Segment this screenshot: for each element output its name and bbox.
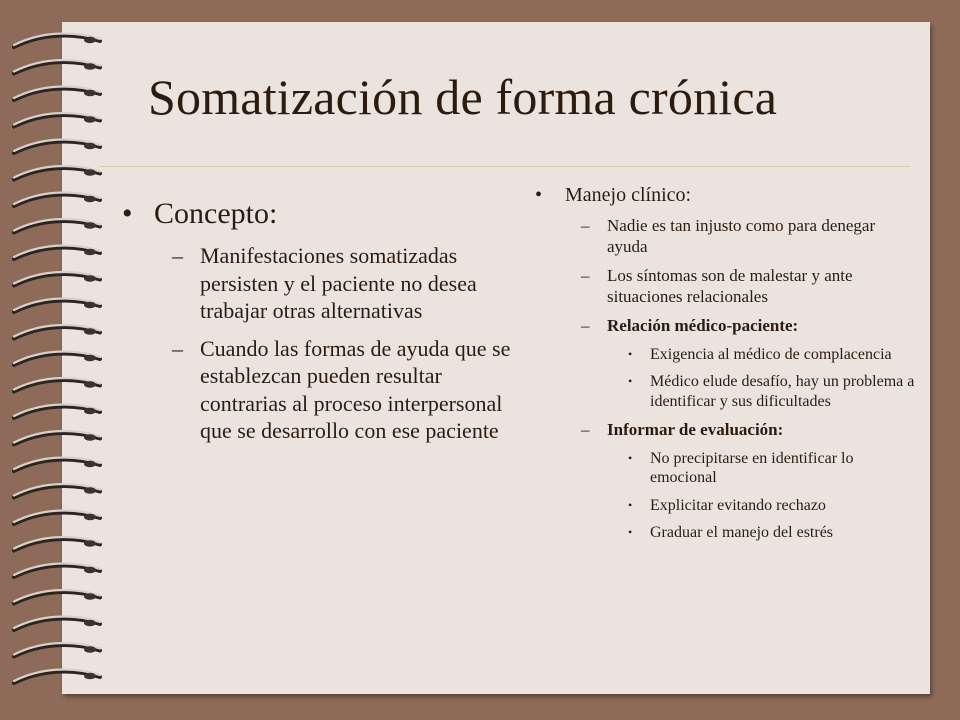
- dash-icon: –: [581, 420, 590, 439]
- list-item: [535, 372, 917, 411]
- spiral-ring: [14, 219, 100, 233]
- spiral-ring: [14, 457, 100, 471]
- spiral-ring: [14, 537, 100, 551]
- list-item-text: Graduar el manejo del estrés: [650, 524, 834, 541]
- manejo-heading-text: Manejo clínico:: [565, 184, 692, 206]
- list-item-text: Médico elude desafío, hay un problema a identificar y sus dificultades: [650, 373, 915, 410]
- informar-heading-text: Informar de evaluación:: [607, 420, 784, 439]
- bullet-icon: •: [628, 346, 633, 361]
- spiral-ring: [14, 192, 100, 206]
- title-divider: [100, 166, 910, 167]
- left-column: [118, 196, 518, 445]
- list-item: [118, 335, 518, 445]
- spiral-ring: [14, 139, 100, 153]
- spiral-ring: [14, 166, 100, 180]
- list-item-text: Nadie es tan injusto como para denegar ayuda: [607, 216, 876, 256]
- spiral-ring: [14, 378, 100, 392]
- spiral-ring: [14, 616, 100, 630]
- spiral-ring: [14, 113, 100, 127]
- relacion-heading: [535, 316, 917, 337]
- list-item: [535, 266, 917, 307]
- list-item: [118, 242, 518, 325]
- bullet-icon: •: [122, 197, 133, 230]
- spiral-ring: [14, 669, 100, 683]
- bullet-icon: •: [628, 497, 633, 512]
- spiral-ring: [14, 298, 100, 312]
- spiral-ring: [14, 272, 100, 286]
- bullet-icon: •: [628, 450, 633, 465]
- dash-icon: –: [172, 243, 183, 268]
- list-item-text: Cuando las formas de ayuda que se establezcan pueden resultar contrarias al proceso interpersonal que se desarrollo con ese paciente: [200, 335, 511, 443]
- spiral-ring: [14, 484, 100, 498]
- list-item-text: Explicitar evitando rechazo: [650, 496, 826, 514]
- list-item-text: Exigencia al médico de complacencia: [650, 345, 892, 363]
- spiral-ring: [14, 325, 100, 339]
- manejo-heading: [535, 183, 917, 207]
- spiral-ring: [14, 431, 100, 445]
- spiral-ring: [14, 404, 100, 418]
- list-item: [535, 345, 917, 365]
- list-item: [535, 523, 917, 543]
- spiral-ring: [14, 563, 100, 577]
- manejo-list: [535, 183, 917, 543]
- bullet-icon: •: [535, 184, 543, 206]
- dash-icon: –: [581, 266, 590, 285]
- list-item: [535, 496, 917, 516]
- spiral-ring: [14, 33, 100, 47]
- list-item-text: No precipitarse en identificar lo emocional: [650, 449, 854, 486]
- bullet-icon: •: [628, 525, 633, 539]
- list-item-text: Los síntomas son de malestar y ante situaciones relacionales: [607, 266, 853, 306]
- spiral-binding: [0, 0, 110, 720]
- concepto-heading-text: Concepto:: [154, 197, 278, 230]
- spiral-ring: [14, 60, 100, 74]
- bullet-icon: •: [628, 374, 633, 388]
- concepto-list: [118, 196, 518, 445]
- right-column: [535, 183, 917, 543]
- spiral-ring: [14, 590, 100, 604]
- informar-heading: [535, 420, 917, 441]
- dash-icon: –: [172, 335, 183, 361]
- list-item-text: Manifestaciones somatizadas persisten y el paciente no desea trabajar otras alternativas: [200, 243, 477, 323]
- list-item: [535, 216, 917, 257]
- concepto-heading: [118, 196, 518, 232]
- spiral-ring: [14, 510, 100, 524]
- relacion-heading-text: Relación médico-paciente:: [607, 316, 799, 335]
- spiral-ring: [14, 86, 100, 100]
- dash-icon: –: [581, 316, 590, 335]
- slide-title: Somatización de forma crónica: [148, 69, 778, 125]
- spiral-ring: [14, 643, 100, 657]
- list-item: [535, 449, 917, 488]
- spiral-ring: [14, 245, 100, 259]
- spiral-ring: [14, 351, 100, 365]
- dash-icon: –: [581, 216, 590, 235]
